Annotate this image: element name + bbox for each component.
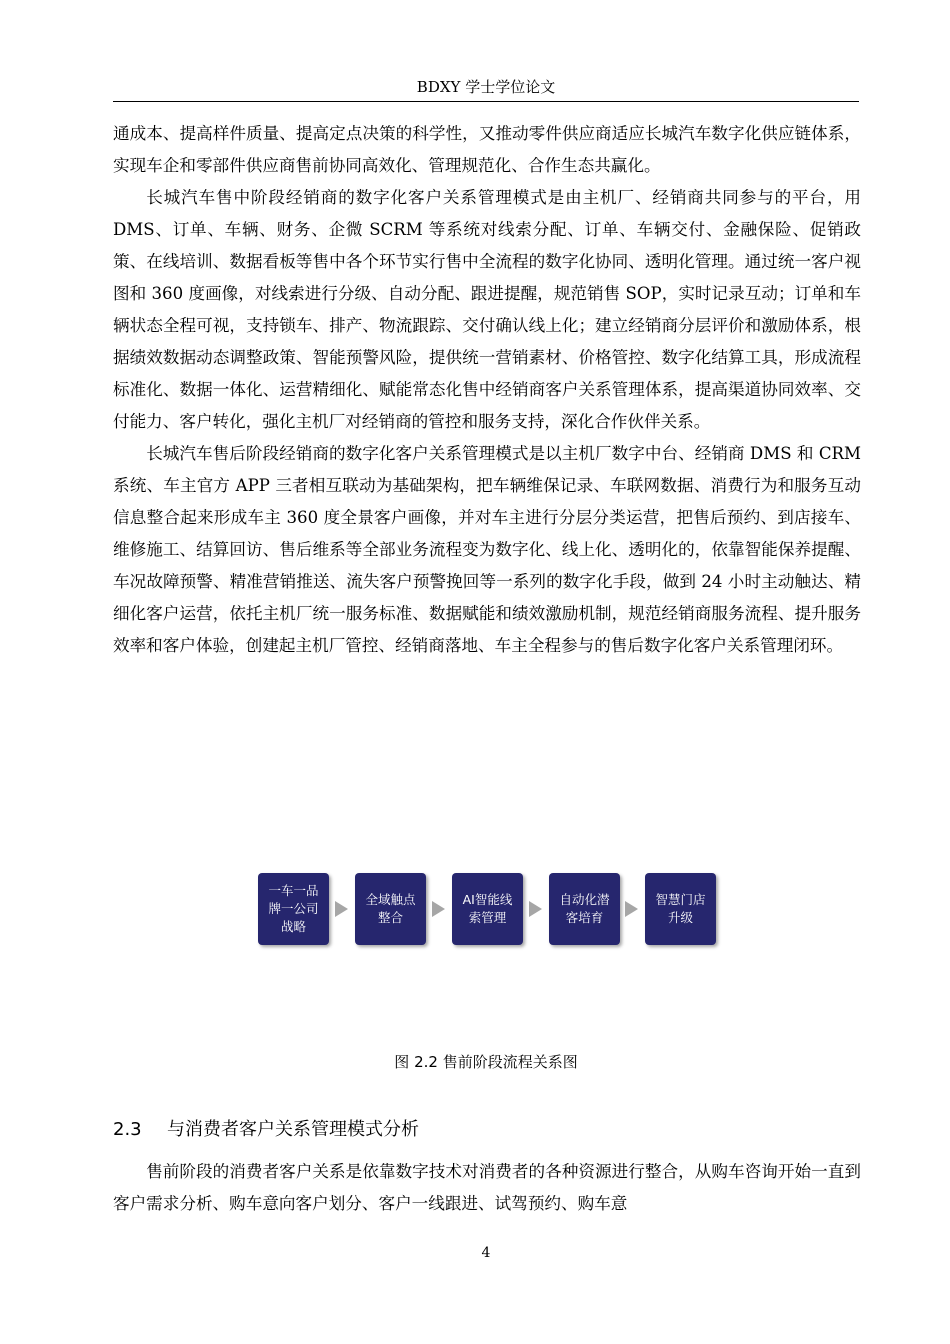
flow-step-line: 全域触点 [365,892,416,907]
section-heading [113,1118,419,1142]
paragraph: 通成本、提高样件质量、提高定点决策的科学性，又推动零件供应商适应长城汽车数字化供应链体系，实现车企和零部件供应商售前协同高效化、管理规范化、合作生态共赢化。 [113,124,861,175]
flow-step-line: AI智能线 [462,892,513,907]
flow-step-line: 索管理 [468,910,507,925]
page-number: 4 [481,1245,491,1261]
flow-step-line: 牌一公司 [268,901,319,916]
paragraph: 售前阶段的消费者客户关系是依靠数字技术对消费者的各种资源进行整合，从购车咨询开始一直到客户需求分析、购车意向客户划分、客户一线跟进、试驾预约、购车意 [113,1162,861,1213]
flow-step [549,873,620,945]
flow-step-line: 一车一品 [268,883,319,898]
flow-step [645,873,716,945]
figure-caption: 图 2.2 售前阶段流程关系图 [394,1053,578,1071]
section-body [113,1156,861,1220]
flow-step-line: 自动化潜 [559,892,610,907]
body-text [113,118,861,662]
process-flow-figure [258,873,718,945]
flow-step-line: 客培育 [565,910,604,925]
arrow-right-icon [432,901,445,917]
arrow-right-icon [335,901,348,917]
paragraph: 长城汽车售后阶段经销商的数字化客户关系管理模式是以主机厂数字中台、经销商 DMS 和 CRM 系统、车主官方 APP 三者相互联动为基础架构，把车辆维保记录、车联网数据、消费行为和服务互动信息整合起来形成车主 360 度全景客户画像，并对车主进行分层分类运营，把售后预约、到店接车、维修施工、结算回访、售后维系等全部业务流程变为数字化、线上化、透明化的，依靠智能保养提醒、车况故障预警、精准营销推送、流失客户预警挽回等一系列的数字化手段，做到 24 小时主动触达、精细化客户运营，依托主机厂统一服务标准、数据赋能和绩效激励机制，规范经销商服务流程、提升服务效率和客户体验，创建起主机厂管控、经销商落地、车主全程参与的售后数字化客户关系管理闭环。 [113,444,861,655]
flow-step-line: 智慧门店 [655,892,706,907]
flow-step-line: 升级 [667,910,693,925]
flow-step [355,873,426,945]
arrow-right-icon [529,901,542,917]
header-rule [113,101,859,102]
arrow-right-icon [625,901,638,917]
flow-step-line: 整合 [377,910,403,925]
flow-step [258,873,329,945]
section-number: 2.3 [113,1119,142,1140]
section-title: 与消费者客户关系管理模式分析 [167,1119,419,1140]
paragraph: 长城汽车售中阶段经销商的数字化客户关系管理模式是由主机厂、经销商共同参与的平台，用 DMS、订单、车辆、财务、企微 SCRM 等系统对线索分配、订单、车辆交付、金融保险、促销政策、在线培训、数据看板等售中各个环节实行售中全流程的数字化协同、透明化管理。通过统一客户视图和 360 度画像，对线索进行分级、自动分配、跟进提醒，规范销售 SOP，实时记录互动；订单和车辆状态全程可视，支持锁车、排产、物流跟踪、交付确认线上化；建立经销商分层评价和激励体系，根据绩效数据动态调整政策、智能预警风险，提供统一营销素材、价格管控、数字化结算工具，形成流程标准化、数据一体化、运营精细化、赋能常态化售中经销商客户关系管理体系，提高渠道协同效率、交付能力、客户转化，强化主机厂对经销商的管控和服务支持，深化合作伙伴关系。 [113,188,861,431]
flow-step-line: 战略 [280,919,306,934]
running-header: BDXY 学士学位论文 [416,78,556,96]
flow-step [452,873,523,945]
